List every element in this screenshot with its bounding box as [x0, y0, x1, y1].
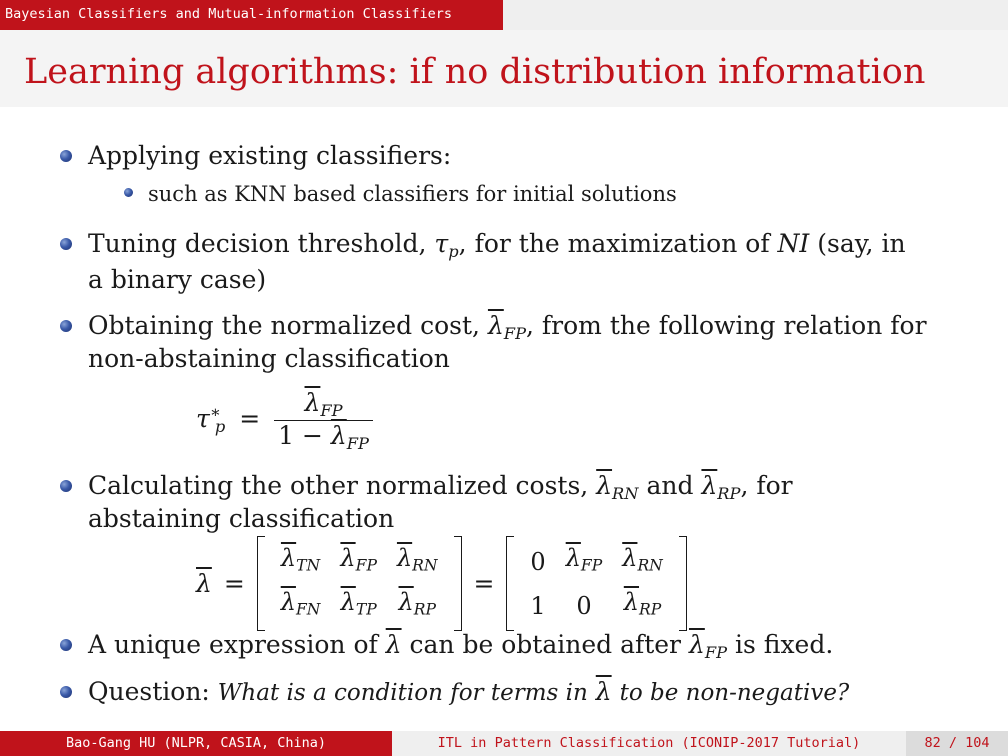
lambda-bar-symbol: $\overline{\lambda}$	[385, 630, 402, 659]
subscript-rp: RP	[413, 600, 436, 619]
matrix-cell	[612, 540, 673, 584]
matrix-cell	[330, 584, 387, 628]
subscript-fp: FP	[704, 642, 728, 662]
tau-symbol: τ	[196, 403, 210, 433]
matrix-cell	[330, 540, 387, 584]
matrix-cell	[271, 540, 331, 584]
subscript-rn: RN	[637, 556, 663, 575]
subscript-fp: FP	[355, 556, 377, 575]
bullet-icon	[60, 639, 72, 651]
lambda-bar-symbol: $\overline{\lambda}$	[304, 388, 321, 417]
lambda-matrix-formula	[196, 540, 687, 627]
bullet-icon	[60, 480, 72, 492]
lambda-bar-symbol: $\overline{\lambda}$	[398, 587, 414, 616]
bullet-applying-classifiers: Applying existing classifiers:	[88, 141, 452, 170]
lambda-bar-symbol: $\overline{\lambda}$	[280, 544, 297, 572]
sub-bullet-knn: such as KNN based classifiers for initial solutions	[148, 182, 677, 206]
subscript-tp: TP	[355, 600, 377, 619]
question-text: to be non-negative?	[619, 680, 850, 706]
subscript-rp: RP	[639, 600, 662, 619]
text-fragment: A unique expression of	[88, 630, 378, 659]
subscript-rn: RN	[412, 556, 438, 575]
subscript-fp: FP	[346, 433, 369, 453]
subscript-fp: FP	[580, 556, 603, 575]
text-fragment: , from the following relation for	[526, 311, 927, 340]
bullet-icon	[60, 150, 72, 162]
lambda-bar-symbol: $\overline{\lambda}$	[623, 587, 640, 616]
text-fragment: , for the maximization of	[458, 229, 770, 258]
ni-symbol: NI	[777, 229, 810, 258]
matrix-cell: 0	[576, 591, 592, 620]
fraction	[274, 388, 373, 453]
subscript-fp: FP	[320, 400, 343, 420]
matrix-cell	[612, 584, 673, 628]
subscript-rp: RP	[717, 483, 741, 503]
bullet-normalized-cost-line2: non-abstaining classification	[88, 344, 450, 373]
bullet-icon	[60, 238, 72, 250]
text-fragment: Calculating the other normalized costs,	[88, 471, 589, 500]
text-fragment: is fixed.	[735, 630, 834, 659]
bullet-other-costs-line2: abstaining classification	[88, 504, 395, 533]
one-minus: 1 −	[278, 420, 323, 450]
equals-sign: =	[239, 403, 261, 433]
text-fragment: Obtaining the normalized cost,	[88, 311, 480, 340]
text-fragment: Tuning decision threshold,	[88, 229, 427, 258]
slide-title: Learning algorithms: if no distribution information	[24, 52, 926, 92]
fraction-denominator	[274, 421, 373, 453]
equals-sign: =	[473, 569, 495, 599]
subscript-tn: TN	[296, 556, 321, 575]
lambda-bar-symbol: $\overline{\lambda}$	[595, 677, 612, 706]
lambda-bar-symbol: $\overline{\lambda}$	[280, 587, 296, 616]
matrix-cell: 0	[530, 547, 546, 576]
matrix-cell	[271, 584, 331, 628]
tau-subscript: p	[448, 241, 459, 261]
lambda-bar-symbol: $\overline{\lambda}$	[340, 587, 356, 616]
footer-author: Bao-Gang HU (NLPR, CASIA, China)	[0, 731, 392, 756]
lambda-bar-symbol: $\overline{\lambda}$	[622, 544, 638, 572]
matrix-cell: 1	[530, 591, 546, 620]
matrix-cell	[387, 584, 448, 628]
sub-bullet-icon	[124, 188, 133, 197]
lambda-bar-symbol: $\overline{\lambda}$	[330, 420, 347, 450]
bullet-icon	[60, 686, 72, 698]
text-fragment: (say, in	[817, 229, 906, 258]
lambda-bar-symbol: $\overline{\lambda}$	[340, 544, 356, 572]
bullet-question	[88, 676, 849, 709]
subscript-fp: FP	[503, 323, 527, 343]
tau-symbol: τ	[434, 229, 449, 258]
lambda-bar-symbol: $\overline{\lambda}$	[396, 544, 413, 572]
bullet-tuning-line2: a binary case)	[88, 265, 267, 294]
equals-sign: =	[223, 569, 245, 599]
cost-matrix-values	[506, 540, 686, 627]
text-fragment: can be obtained after	[409, 630, 682, 659]
bullet-tuning-threshold	[88, 228, 906, 268]
footer-page-number: 82 / 104	[906, 731, 1008, 756]
text-fragment: Question:	[88, 677, 210, 706]
text-fragment: , for	[740, 471, 793, 500]
subscript-fn: FN	[295, 600, 321, 619]
lambda-bar-symbol: $\overline{\lambda}$	[487, 311, 504, 340]
p-subscript: p	[214, 416, 226, 436]
subscript-rn: RN	[612, 483, 639, 503]
bullet-icon	[60, 320, 72, 332]
cost-matrix-symbolic	[257, 540, 462, 627]
lambda-bar-symbol: $\overline{\lambda}$	[688, 630, 705, 659]
footer-bar	[0, 731, 1008, 756]
matrix-cell	[387, 540, 448, 584]
lambda-bar-symbol: $\overline{\lambda}$	[565, 544, 581, 572]
matrix-cell	[556, 540, 613, 584]
lambda-bar-symbol: $\overline{\lambda}$	[196, 569, 212, 599]
question-text: What is a condition for terms in	[217, 680, 588, 706]
tau-star-formula	[196, 388, 373, 453]
footer-talk-title: ITL in Pattern Classification (ICONIP-2017 Tutorial)	[392, 731, 906, 756]
lambda-bar-symbol: $\overline{\lambda}$	[701, 471, 718, 500]
text-fragment: and	[646, 471, 694, 500]
lambda-bar-symbol: $\overline{\lambda}$	[596, 471, 613, 500]
bullet-unique-expression	[88, 629, 833, 669]
star-superscript: ∗	[209, 402, 221, 422]
section-label: Bayesian Classifiers and Mutual-information Classifiers	[0, 0, 503, 30]
fraction-numerator	[274, 388, 373, 421]
